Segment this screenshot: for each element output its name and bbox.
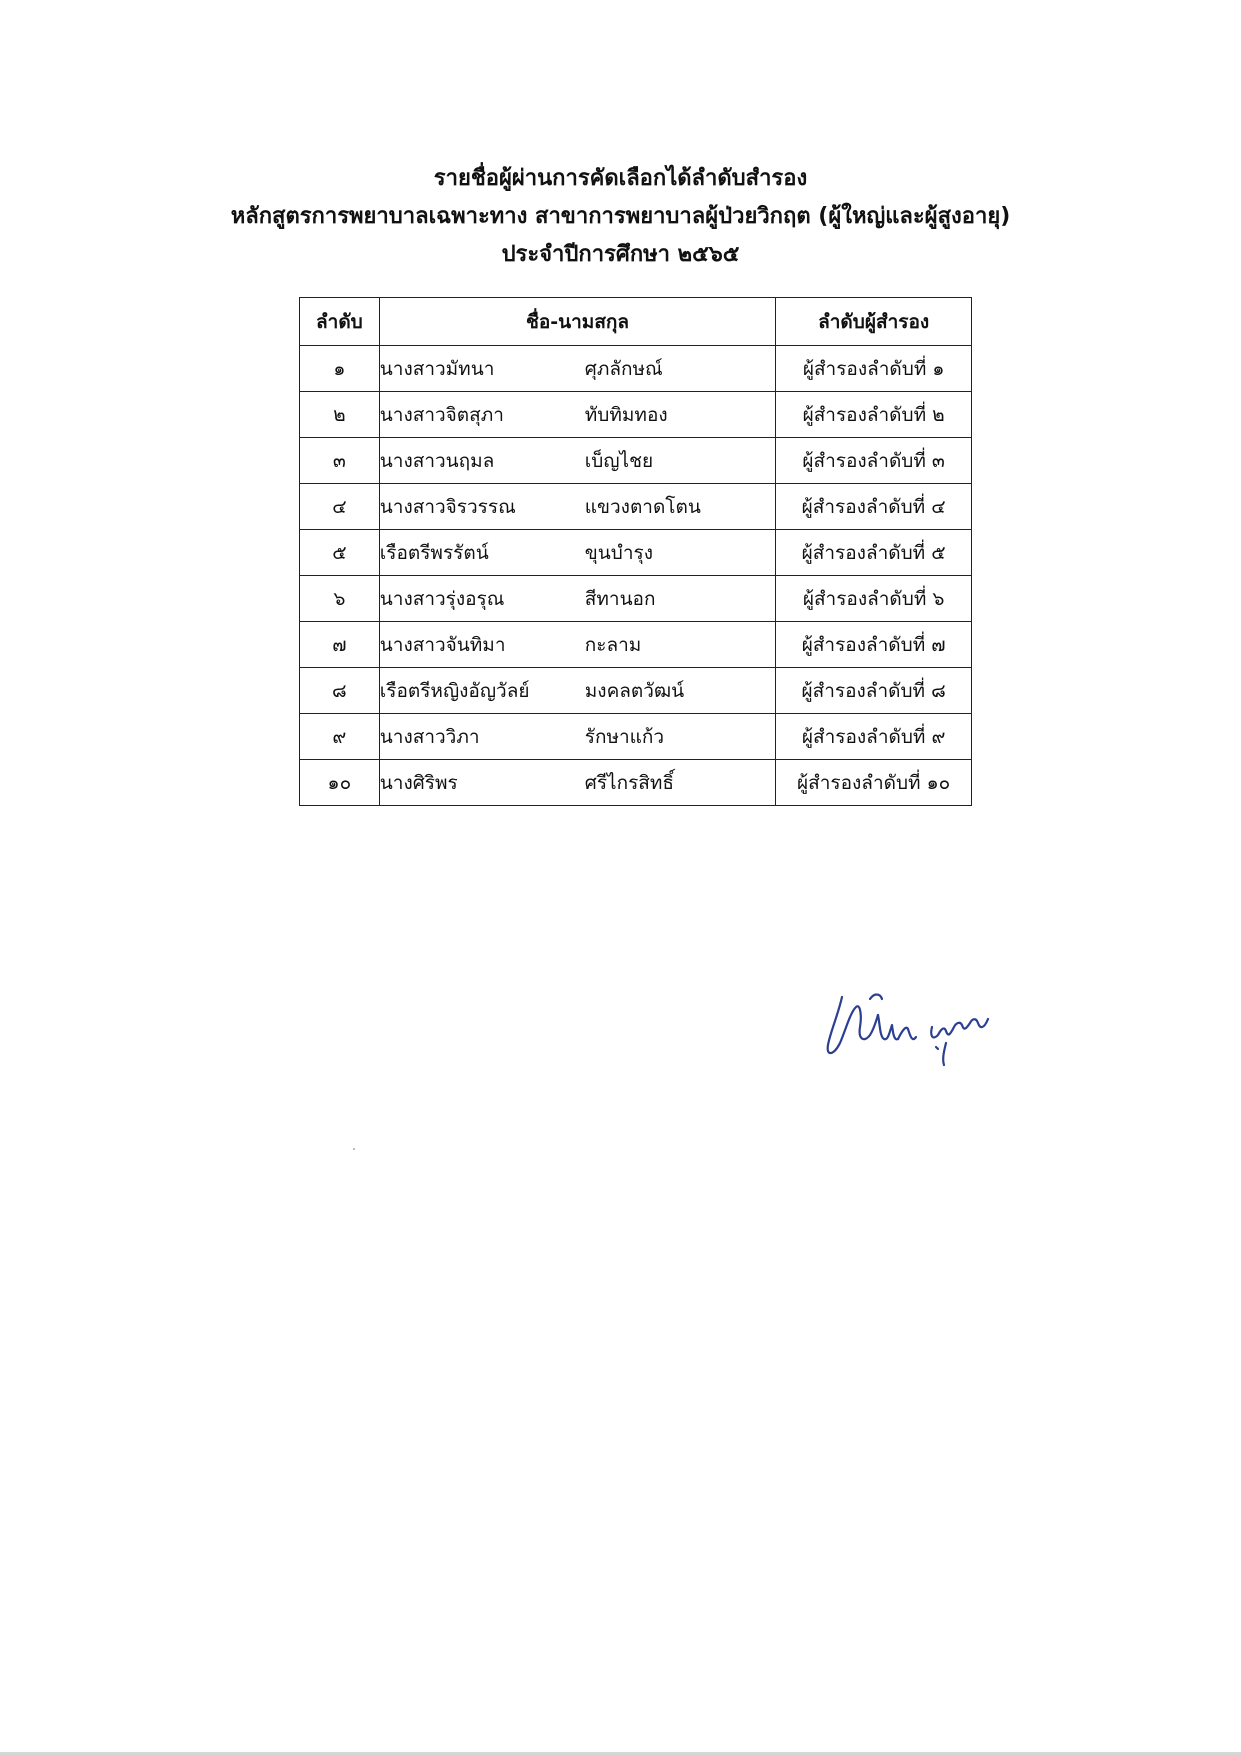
row-given-name: นางสาวนฤมล bbox=[379, 449, 495, 472]
table-row bbox=[300, 714, 972, 760]
header-rank: ลำดับผู้สำรอง bbox=[776, 298, 972, 346]
row-given-name: นางศิริพร bbox=[379, 771, 458, 794]
row-surname: มงคลตวัฒน์ bbox=[584, 679, 685, 702]
row-rank: ผู้สำรองลำดับที่ ๙ bbox=[776, 714, 972, 760]
row-given-name: นางสาวรุ่งอรุณ bbox=[379, 587, 505, 610]
table-row bbox=[300, 668, 972, 714]
row-seq: ๑๐ bbox=[300, 760, 380, 806]
row-given-name: นางสาวจิตสุภา bbox=[379, 403, 504, 426]
header-seq: ลำดับ bbox=[300, 298, 380, 346]
row-surname: ศุภลักษณ์ bbox=[584, 357, 663, 380]
row-surname: กะลาม bbox=[584, 633, 642, 656]
row-surname: ทับทิมทอง bbox=[584, 403, 668, 426]
row-given-name: เรือตรีหญิงอัญวัลย์ bbox=[379, 679, 530, 702]
row-seq: ๙ bbox=[300, 714, 380, 760]
row-seq: ๖ bbox=[300, 576, 380, 622]
handwritten-signature bbox=[820, 985, 1010, 1085]
row-surname: แขวงตาดโตน bbox=[584, 495, 701, 518]
row-name bbox=[379, 530, 775, 576]
table-row bbox=[300, 484, 972, 530]
row-given-name: นางสาวจิรวรรณ bbox=[379, 495, 516, 518]
row-surname: เบ็ญไชย bbox=[584, 449, 654, 472]
table-row bbox=[300, 346, 972, 392]
row-rank: ผู้สำรองลำดับที่ ๑ bbox=[776, 346, 972, 392]
row-seq: ๒ bbox=[300, 392, 380, 438]
reserve-list-table bbox=[299, 297, 972, 806]
row-name bbox=[379, 668, 775, 714]
row-rank: ผู้สำรองลำดับที่ ๒ bbox=[776, 392, 972, 438]
row-surname: สีทานอก bbox=[584, 587, 656, 610]
table-header-row bbox=[300, 298, 972, 346]
table-row bbox=[300, 576, 972, 622]
table-row bbox=[300, 530, 972, 576]
row-name bbox=[379, 622, 775, 668]
row-rank: ผู้สำรองลำดับที่ ๗ bbox=[776, 622, 972, 668]
heading-line-1: รายชื่อผู้ผ่านการคัดเลือกได้ลำดับสำรอง bbox=[433, 166, 808, 191]
row-rank: ผู้สำรองลำดับที่ ๖ bbox=[776, 576, 972, 622]
row-name bbox=[379, 392, 775, 438]
row-rank: ผู้สำรองลำดับที่ ๘ bbox=[776, 668, 972, 714]
table-row bbox=[300, 760, 972, 806]
row-surname: ศรีไกรสิทธิ์ bbox=[584, 771, 675, 794]
heading-line-3: ประจำปีการศึกษา ๒๕๖๕ bbox=[501, 242, 740, 267]
row-seq: ๕ bbox=[300, 530, 380, 576]
row-rank: ผู้สำรองลำดับที่ ๑๐ bbox=[776, 760, 972, 806]
row-name bbox=[379, 346, 775, 392]
row-name bbox=[379, 576, 775, 622]
row-name bbox=[379, 484, 775, 530]
row-name bbox=[379, 438, 775, 484]
row-seq: ๘ bbox=[300, 668, 380, 714]
row-rank: ผู้สำรองลำดับที่ ๔ bbox=[776, 484, 972, 530]
row-seq: ๑ bbox=[300, 346, 380, 392]
row-seq: ๗ bbox=[300, 622, 380, 668]
header-name: ชื่อ-นามสกุล bbox=[379, 298, 775, 346]
row-given-name: นางสาววิภา bbox=[379, 725, 480, 748]
row-given-name: นางสาวมัทนา bbox=[379, 357, 495, 380]
row-rank: ผู้สำรองลำดับที่ ๕ bbox=[776, 530, 972, 576]
table-row bbox=[300, 438, 972, 484]
document-heading bbox=[0, 160, 1241, 274]
row-name bbox=[379, 714, 775, 760]
row-given-name: เรือตรีพรรัตน์ bbox=[379, 541, 489, 564]
heading-line-2: หลักสูตรการพยาบาลเฉพาะทาง สาขาการพยาบาลผู้ป่วยวิกฤต (ผู้ใหญ่และผู้สูงอายุ) bbox=[230, 204, 1011, 229]
row-name bbox=[379, 760, 775, 806]
table-row bbox=[300, 392, 972, 438]
row-surname: รักษาแก้ว bbox=[584, 725, 665, 748]
row-seq: ๓ bbox=[300, 438, 380, 484]
signature-ink bbox=[828, 995, 988, 1066]
row-given-name: นางสาวจันทิมา bbox=[379, 633, 506, 656]
row-rank: ผู้สำรองลำดับที่ ๓ bbox=[776, 438, 972, 484]
row-seq: ๔ bbox=[300, 484, 380, 530]
row-surname: ขุนบำรุง bbox=[584, 541, 653, 564]
scan-speck bbox=[353, 1148, 355, 1150]
table-row bbox=[300, 622, 972, 668]
